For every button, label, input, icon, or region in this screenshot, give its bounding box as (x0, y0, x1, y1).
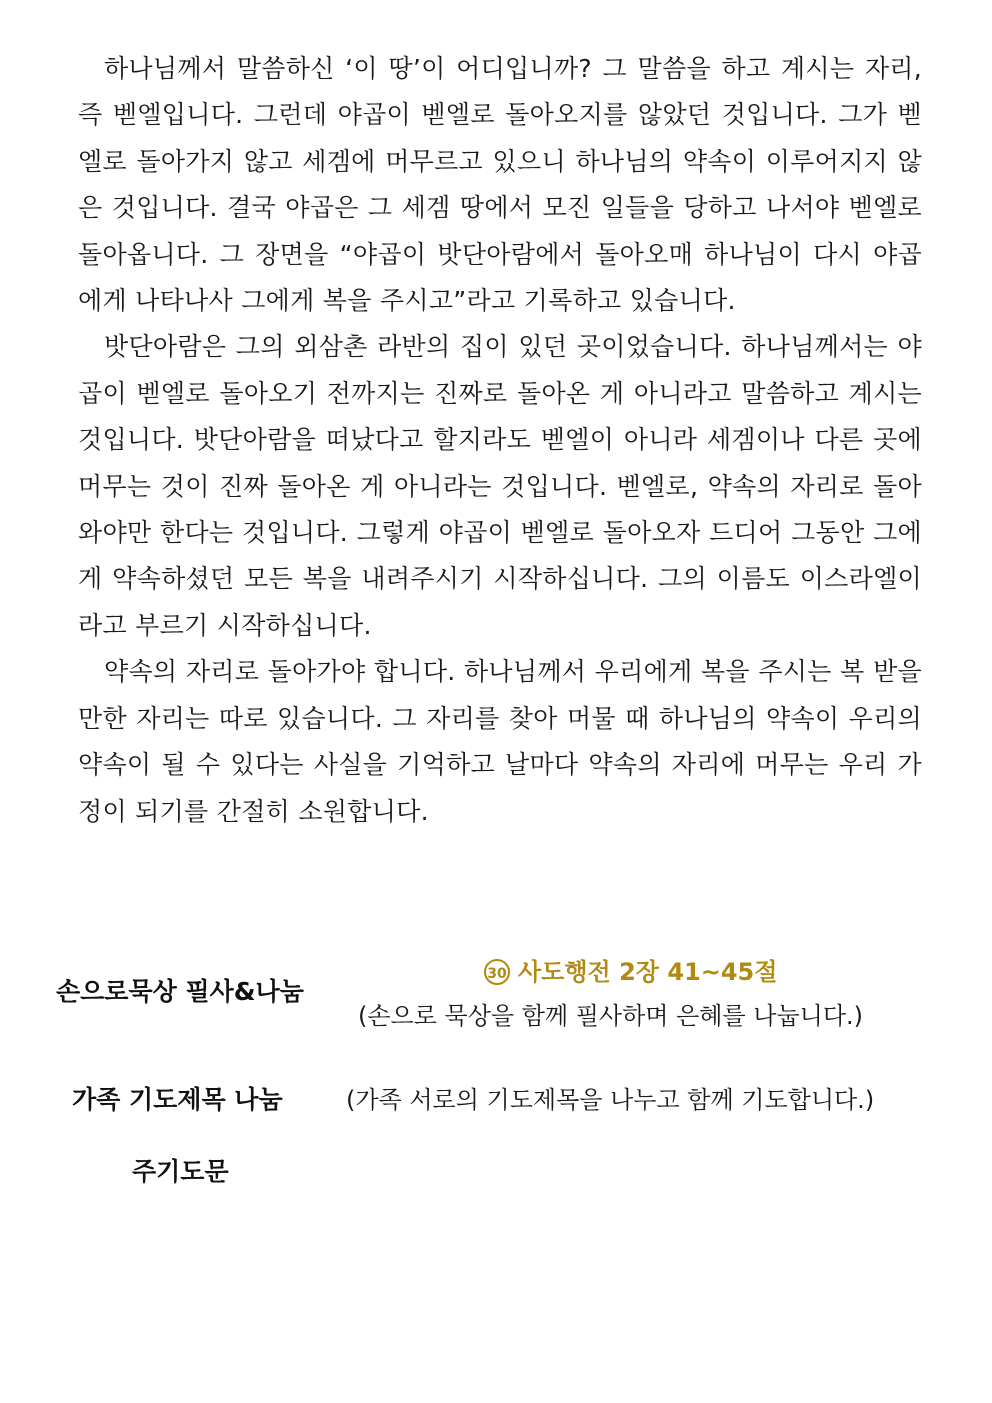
scripture-reference-text: 사도행전 2장 41~45절 (518, 958, 778, 986)
devotional-body (78, 46, 922, 835)
paragraph-3: 약속의 자리로 돌아가야 합니다. 하나님께서 우리에게 복을 주시는 복 받을 만한 자리는 따로 있습니다. 그 자리를 찾아 머물 때 하나님의 약속이 우리의 약속이 될 수 있다는 사실을 기억하고 날마다 약속의 자리에 머무는 우리 가정이 되기를 간절히 소원합니다. (78, 657, 922, 826)
paragraph-2: 밧단아람은 그의 외삼촌 라반의 집이 있던 곳이었습니다. 하나님께서는 야곱이 벧엘로 돌아오기 전까지는 진짜로 돌아온 게 아니라고 말씀하고 계시는 것입니다. 밧단아람을 떠났다고 할지라도 벧엘이 아니라 세겜이나 다른 곳에 머무는 것이 진짜 돌아온 게 아니라는 것입니다. 벧엘로, 약속의 자리로 돌아와야만 한다는 것입니다. 그렇게 야곱이 벧엘로 돌아오자 드디어 그동안 그에게 약속하셨던 모든 복을 내려주시기 시작하십니다. 그의 이름도 이스라엘이라고 부르기 시작하십니다. (78, 332, 922, 640)
paragraph-1: 하나님께서 말씀하신 ‘이 땅’이 어디입니까? 그 말씀을 하고 계시는 자리, 즉 벧엘입니다. 그런데 야곱이 벧엘로 돌아오지를 않았던 것입니다. 그가 벧엘로 돌아가지 않고 세겜에 머무르고 있으니 하나님의 약속이 이루어지지 않은 것입니다. 결국 야곱은 그 세겜 땅에서 모진 일들을 당하고 나서야 벧엘로 돌아옵니다. 그 장면을 “야곱이 밧단아람에서 돌아오매 하나님이 다시 야곱에게 나타나사 그에게 복을 주시고”라고 기록하고 있습니다. (78, 54, 922, 316)
family-prayer-instruction: (가족 서로의 기도제목을 나누고 함께 기도합니다.) (346, 1086, 875, 1114)
handwriting-meditation-heading: 손으로묵상 필사&나눔 (56, 977, 304, 1006)
handwriting-instruction: (손으로 묵상을 함께 필사하며 은혜를 나눕니다.) (358, 1002, 863, 1030)
circled-number-icon: 30 (484, 959, 510, 985)
family-prayer-heading: 가족 기도제목 나눔 (72, 1085, 283, 1114)
scripture-reference (484, 952, 777, 987)
lords-prayer-heading: 주기도문 (132, 1157, 229, 1186)
